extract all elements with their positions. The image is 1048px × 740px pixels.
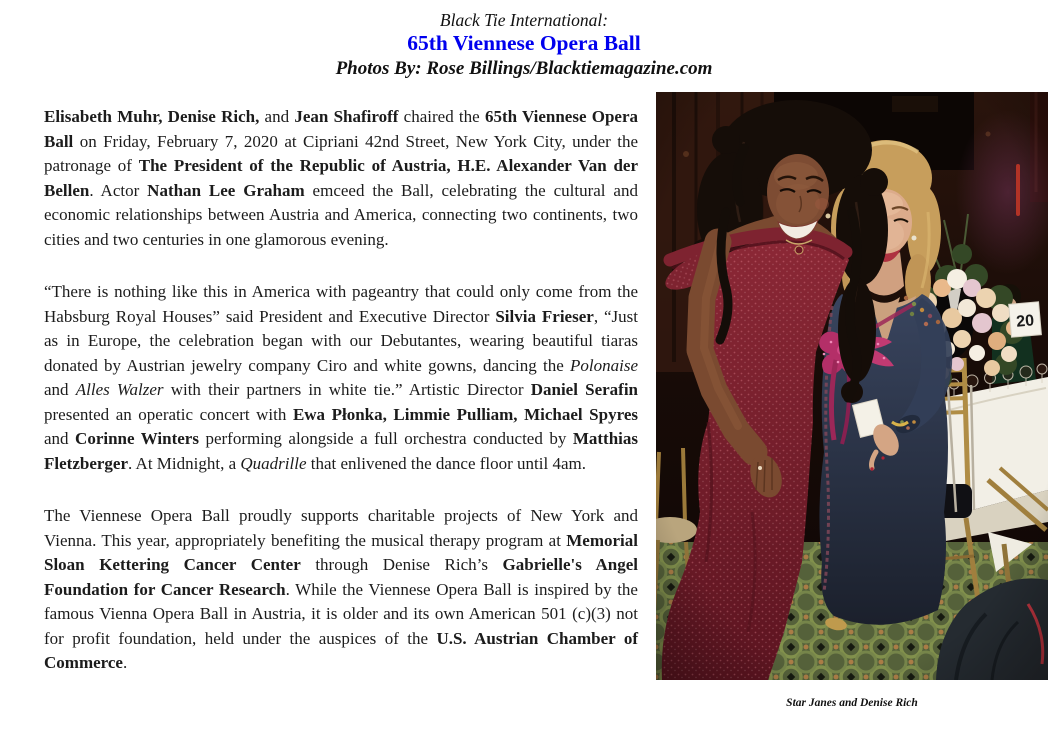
photo-credit: Photos By: Rose Billings/Blacktiemagazine.com [335, 58, 713, 79]
article-title: 65th Viennese Opera Ball [407, 31, 641, 55]
vignette [656, 92, 1048, 680]
photo-caption: Star Janes and Denise Rich [786, 697, 918, 709]
paragraph-2: “There is nothing like this in America with pageantry that could only come from the Habsburg Royal Houses” said President and Executive Director Silvia Frieser, “Just as in Europe, the celebration began with our Debutantes, wearing beautiful tiaras donated by Austrian jewelry company Ciro and white gowns, dancing the Polonaise and Alles Walzer with their partners in white tie.” Artistic Director Daniel Serafin presented an operatic concert with Ewa Płonka, Limmie Pulliam, Michael Spyres and Corinne Winters performing alongside a full orchestra conducted by Matthias Fletzberger. At Midnight, a Quadrille that enlivened the dance floor until 4am. [44, 282, 639, 473]
paragraph-3: The Viennese Opera Ball proudly supports charitable projects of New York and Vienna. This year, appropriately benefiting the musical therapy program at Memorial Sloan Kettering Cancer Center through Denise Rich’s Gabrielle's Angel Foundation for Cancer Research. While the Viennese Opera Ball is inspired by the famous Vienna Opera Ball in Austria, it is older and its own American 501 (c)(3) not for profit foundation, held under the auspices of the U.S. Austrian Chamber of Commerce. [44, 506, 638, 672]
article-header [0, 10, 1048, 80]
photo-figure [656, 92, 1048, 709]
paragraph-1: Elisabeth Muhr, Denise Rich, and Jean Shafiroff chaired the 65th Viennese Opera Ball on Friday, February 7, 2020 at Cipriani 42nd Street, New York City, under the patronage of The President of the Republic of Austria, H.E. Alexander Van der Bellen. Actor Nathan Lee Graham emceed the Ball, celebrating the cultural and economic relationships between Austria and America, connecting two continents, two cities and two centuries in one glamorous evening. [44, 107, 639, 249]
article-body [44, 105, 638, 704]
magazine-name: Black Tie International: [439, 10, 609, 30]
event-photo [656, 92, 1048, 680]
